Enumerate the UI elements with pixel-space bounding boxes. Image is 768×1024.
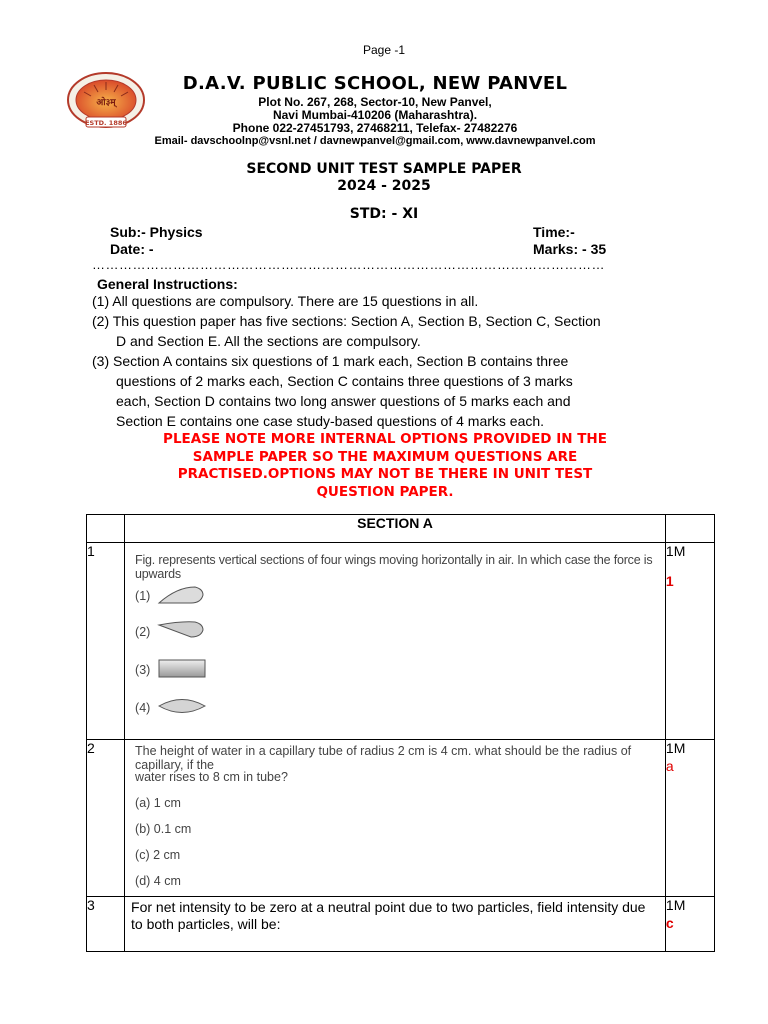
question-content	[125, 897, 666, 952]
option-label: (b) 0.1 cm	[135, 822, 192, 836]
question-number: 2	[87, 740, 125, 897]
questions-table	[86, 514, 715, 952]
marks-cell	[665, 897, 714, 952]
marks-cell	[665, 543, 714, 740]
instruction-line: Section E contains one case study-based questions of 4 marks each.	[116, 413, 545, 429]
school-phone: Phone 022-27451793, 27468211, Telefax- 27482276	[232, 121, 518, 135]
wing-shape-4	[157, 693, 207, 719]
question-row	[87, 543, 715, 740]
question-content	[125, 543, 666, 740]
question-text: The height of water in a capillary tube of radius 2 cm is 4 cm. what should be the radius of capillary, if the	[135, 744, 632, 772]
wing-shape-2	[157, 617, 205, 641]
wing-shape-1	[157, 583, 205, 607]
option-label: (c) 2 cm	[135, 848, 181, 862]
instruction-line: each, Section D contains two long answer questions of 5 marks each and	[116, 393, 571, 409]
option-label: (4)	[135, 701, 151, 715]
standard: STD: - XI	[349, 206, 419, 222]
instruction-line: (3) Section A contains six questions of 1 mark each, Section B contains three	[92, 353, 569, 369]
option-label: (a) 1 cm	[135, 796, 181, 810]
question-number: 3	[87, 897, 125, 952]
school-logo	[64, 70, 148, 132]
question-marks: 1M	[665, 897, 686, 913]
question-text: For net intensity to be zero at a neutral point due to two particles, field intensity due to both particles, will be:	[131, 899, 646, 932]
instructions-title: General Instructions:	[97, 276, 238, 292]
question-content	[125, 740, 666, 897]
date: Date: -	[110, 241, 154, 257]
time: Time:-	[533, 224, 575, 240]
logo-estd-text: ESTD. 1886	[85, 119, 127, 127]
option-label: (3)	[135, 663, 151, 677]
question-row	[87, 740, 715, 897]
option-label: (2)	[135, 625, 151, 639]
note-line: PRACTISED.OPTIONS MAY NOT BE THERE IN UNIT TEST	[177, 466, 593, 482]
svg-text:ओ३म्: ओ३म्	[96, 98, 116, 108]
school-address-line1: Plot No. 267, 268, Sector-10, New Panvel,	[258, 95, 492, 109]
option-label: (1)	[135, 589, 151, 603]
wing-shape-3	[157, 657, 207, 681]
school-address-line2: Navi Mumbai-410206 (Maharashtra).	[272, 108, 478, 122]
section-header-row	[87, 515, 715, 543]
separator-dots: ……………………………………………………………………………………………………	[92, 257, 605, 272]
subject: Sub:- Physics	[110, 224, 203, 240]
instructions-list	[92, 291, 672, 431]
answer-key: a	[665, 758, 674, 774]
instruction-line: (2) This question paper has five sections: Section A, Section B, Section C, Section	[92, 313, 601, 329]
question-text: Fig. represents vertical sections of four wings moving horizontally in air. In which case the force is upwards	[135, 553, 653, 581]
page-number: Page -1	[362, 43, 406, 57]
answer-key: 1	[665, 573, 674, 589]
school-name: D.A.V. PUBLIC SCHOOL, NEW PANVEL	[182, 73, 568, 94]
marks-cell	[665, 740, 714, 897]
question-marks: 1M	[665, 740, 686, 756]
instruction-line: D and Section E. All the sections are compulsory.	[116, 333, 421, 349]
paper-year: 2024 - 2025	[337, 178, 431, 194]
note-line: QUESTION PAPER.	[316, 483, 454, 500]
paper-title: SECOND UNIT TEST SAMPLE PAPER	[246, 161, 522, 177]
internal-options-note	[90, 431, 680, 501]
school-email: Email- davschoolnp@vsnl.net / davnewpanvel@gmail.com, www.davnewpanvel.com	[154, 135, 596, 147]
question-row	[87, 897, 715, 952]
note-line: PLEASE NOTE MORE INTERNAL OPTIONS PROVIDED IN THE	[163, 431, 607, 447]
question-number: 1	[87, 543, 125, 740]
question-marks: 1M	[665, 543, 686, 559]
total-marks: Marks: - 35	[533, 241, 607, 257]
note-line: SAMPLE PAPER SO THE MAXIMUM QUESTIONS ARE	[192, 448, 578, 465]
instruction-line: (1) All questions are compulsory. There are 15 questions in all.	[92, 293, 479, 309]
question-text: water rises to 8 cm in tube?	[135, 770, 288, 784]
option-label: (d) 4 cm	[135, 874, 181, 888]
instruction-line: questions of 2 marks each, Section C contains three questions of 3 marks	[116, 373, 573, 389]
section-a-title: SECTION A	[125, 515, 666, 543]
answer-key: c	[665, 915, 674, 931]
